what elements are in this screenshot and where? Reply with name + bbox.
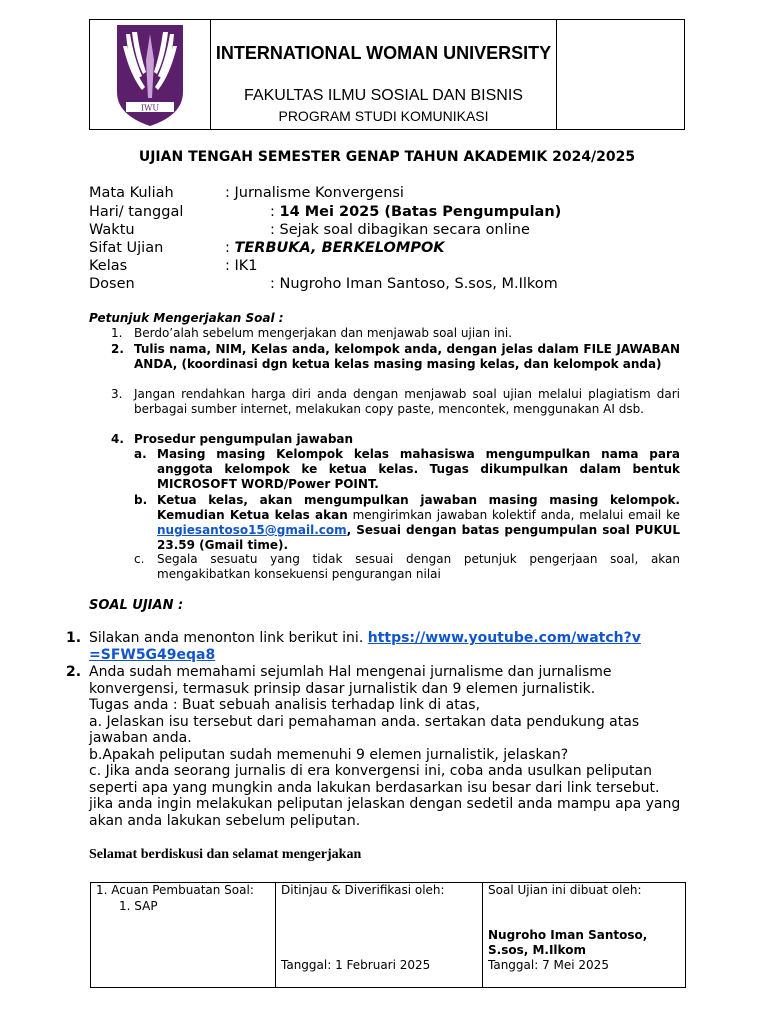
q2-line: a. Jelaskan isu tersebut dari pemahaman anda. sertakan data pendukung atas <box>89 713 640 730</box>
sub-letter: b. <box>134 493 148 507</box>
q2-line: Anda sudah memahami sejumlah Hal mengenai jurnalisme dan jurnalisme <box>89 664 612 680</box>
program-name: PROGRAM STUDI KOMUNIKASI <box>278 108 489 124</box>
header-right-cell <box>556 20 557 129</box>
q2-line: konvergensi, termasuk prinsip dasar jurnalistik dan 9 elemen jurnalistik. <box>89 680 596 697</box>
q2-line: jika anda ingin melakukan peliputan jelaskan dengan sedetil anda mampu apa yang <box>89 796 681 812</box>
footer-col1-title: 1. Acuan Pembuatan Soal: <box>96 883 254 897</box>
petunjuk-sub-a: Masing masing Kelompok kelas mahasiswa mengumpulkan nama para anggota kelompok ke ketua kelas. Tugas dikumpulkan dalam bentuk MICROSOFT WORD/Power POINT. <box>157 447 680 491</box>
university-logo <box>90 20 210 129</box>
footer-col3-name: Nugroho Iman Santoso, <box>488 928 648 942</box>
label-waktu: Waktu <box>89 222 135 238</box>
petunjuk-item-3: Jangan rendahkan harga diri anda dengan menjawab soal ujian melalui plagiatism dari berbagai sumber internet, melakukan copy paste, mencontek, menggunakan AI dsb. <box>134 387 680 416</box>
list-number: 3. <box>111 387 123 401</box>
q2-line: Tugas anda : Buat sebuah analisis terhadap link di atas, <box>89 697 481 713</box>
q2-line: jawaban anda. <box>89 730 192 746</box>
university-name: INTERNATIONAL WOMAN UNIVERSITY <box>215 43 552 63</box>
soal-heading: SOAL UJIAN : <box>89 598 184 613</box>
value-sifat: : TERBUKA, BERKELOMPOK <box>225 240 445 256</box>
youtube-link[interactable]: https://www.youtube.com/watch?v=SFW5G49eqa8 <box>89 630 641 663</box>
q2-line: akan anda lakukan sebelum peliputan. <box>89 812 361 829</box>
petunjuk-sub-b: Ketua kelas, akan mengumpulkan jawaban masing masing kelompok. Kemudian Ketua kelas akan mengirimkan jawaban kolektif anda, melalui email ke nugiesantoso15@gmail.com, Sesuai dengan batas pengumpulan soal PUKUL 23.59 (Gmail time). <box>157 493 681 552</box>
footer-col3-name: S.sos, M.Ilkom <box>488 943 586 957</box>
footer-col2-title: Ditinjau & Diverifikasi oleh: <box>281 883 445 897</box>
q2-line: seperti apa yang mungkin anda lakukan berdasarkan isu besar dari link tersebut. <box>89 779 660 796</box>
list-number: 4. <box>111 432 124 446</box>
value-kelas: : IK1 <box>225 258 258 274</box>
label-dosen: Dosen <box>89 276 135 292</box>
list-number: 1. <box>111 326 123 340</box>
value-hari-bold: 14 Mei 2025 (Batas Pengumpulan) <box>279 204 562 220</box>
footer-col1-item: 1. SAP <box>119 899 158 913</box>
question-1: Silakan anda menonton link berikut ini. https://www.youtube.com/watch?v=SFW5G49eqa8 <box>89 630 641 663</box>
value-waktu: : Sejak soal dibagikan secara online <box>270 222 530 238</box>
petunjuk-heading: Petunjuk Mengerjakan Soal : <box>89 311 284 325</box>
value-mata-kuliah: : Jurnalisme Konvergensi <box>225 185 404 201</box>
petunjuk-item-1: Berdo’alah sebelum mengerjakan dan menjawab soal ujian ini. <box>134 326 513 340</box>
label-kelas: Kelas <box>89 258 128 274</box>
sub-letter: c. <box>134 552 145 566</box>
header-table <box>89 19 685 130</box>
q2-line: c. Jika anda seorang jurnalis di era konvergensi ini, coba anda usulkan peliputan <box>89 763 653 779</box>
petunjuk-sub-c: Segala sesuatu yang tidak sesuai dengan petunjuk pengerjaan soal, akan mengakibatkan konsekuensi pengurangan nilai <box>157 552 680 581</box>
footer-col3-date: Tanggal: 7 Mei 2025 <box>488 958 609 972</box>
footer-divider <box>275 883 276 987</box>
footer-col3-title: Soal Ujian ini dibuat oleh: <box>488 883 642 897</box>
label-hari: Hari/ tanggal <box>89 204 184 220</box>
petunjuk-item-2: Tulis nama, NIM, Kelas anda, kelompok anda, dengan jelas dalam FILE JAWABAN ANDA, (koordinasi dgn ketua kelas masing masing kelas, dan kelompok anda) <box>134 342 680 371</box>
logo-cell <box>90 20 211 129</box>
label-mata-kuliah: Mata Kuliah <box>89 185 174 201</box>
question-number: 2. <box>66 664 82 680</box>
question-number: 1. <box>66 630 82 646</box>
petunjuk-item-4: Prosedur pengumpulan jawaban <box>134 432 354 446</box>
value-hari: : 14 Mei 2025 (Batas Pengumpulan) <box>270 204 562 220</box>
list-number: 2. <box>111 342 124 356</box>
sub-letter: a. <box>134 447 147 461</box>
email-link[interactable]: nugiesantoso15@gmail.com <box>157 523 347 537</box>
faculty-name: FAKULTAS ILMU SOSIAL DAN BISNIS <box>244 87 523 104</box>
label-sifat: Sifat Ujian <box>89 240 164 256</box>
closing-text: Selamat berdiskusi dan selamat mengerjakan <box>89 847 362 862</box>
question-2 <box>89 664 689 829</box>
footer-divider <box>482 883 483 987</box>
footer-table <box>90 882 686 988</box>
value-sifat-bold: TERBUKA, BERKELOMPOK <box>234 240 445 256</box>
exam-title: UJIAN TENGAH SEMESTER GENAP TAHUN AKADEMIK 2024/2025 <box>138 149 636 165</box>
logo-text: IWU <box>140 103 160 113</box>
q2-line: b.Apakah peliputan sudah memenuhi 9 elemen jurnalistik, jelaskan? <box>89 746 569 763</box>
value-dosen: : Nugroho Iman Santoso, S.sos, M.Ilkom <box>270 276 558 292</box>
footer-col2-date: Tanggal: 1 Februari 2025 <box>281 958 431 972</box>
